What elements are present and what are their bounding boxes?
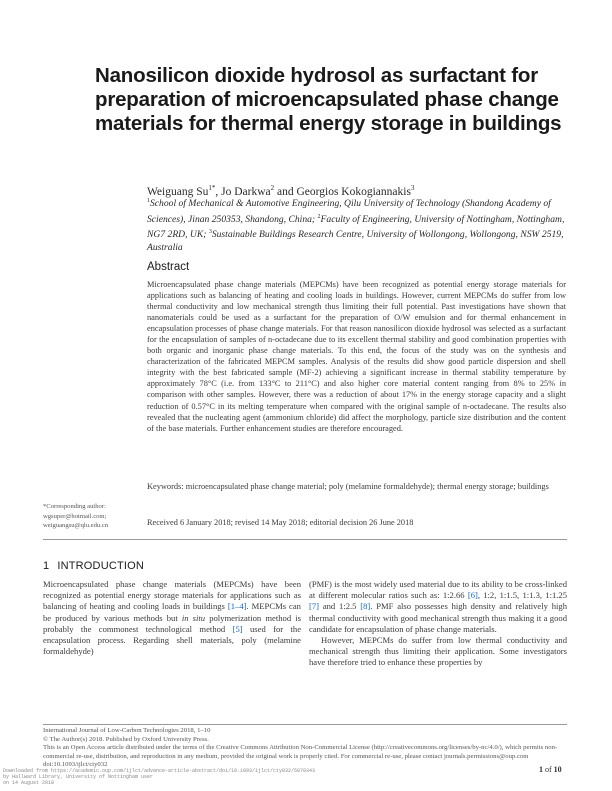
license-text: This is an Open Access article distributed under the terms of the Creative Commons Attribution Non-Commercial License (http://creativecommons.org/licenses/by-nc/4.0/), which permits non-commercial re-use, distribution, and reproduction in any medium, provided the original work is properly cited. For commercial re-use, please contact journals.permissions@oup.com	[43, 744, 558, 760]
journal-citation: International Journal of Low-Carbon Technologies 2018, 1–10	[43, 727, 211, 734]
article-title: Nanosilicon dioxide hydrosol as surfactant for preparation of microencapsulated phase change materials for thermal energy storage in buildings	[95, 64, 562, 135]
paragraph: (PMF) is the most widely used material due to its ability to be cross-linked at different molecular ratios such as: 1:2.66 [6], 1:2, 1:1.5, 1:1.3, 1:1.25 [7] and 1:2.5 [8]. PMF also possesses high density and relatively high thermal conductivity with good mechanical strength thus making it a good candidate for encapsulation of phase change materials.	[309, 579, 568, 634]
received-dates: Received 6 January 2018; revised 14 May 2018; editorial decision 26 June 2018	[147, 518, 414, 527]
total-pages: 10	[553, 765, 562, 774]
section-number: 1	[43, 560, 50, 572]
section-divider	[43, 539, 567, 540]
section-title: INTRODUCTION	[57, 560, 145, 572]
citation-link[interactable]: [7]	[309, 601, 320, 612]
download-watermark: Downloaded from https://academic.oup.com/ijlct/advance-article-abstract/doi/10.1093/ijlct/cty032/5070343 by Hallward Library, University of Nottingham user on 14 August 2018	[3, 768, 316, 786]
corresponding-author	[43, 502, 138, 531]
author-superscript: 3	[410, 184, 415, 192]
paragraph: However, MEPCMs do suffer from low thermal conductivity and mechanical strength thus limiting their application. Some investigators have therefore tried to enhance these properties by	[309, 635, 567, 668]
keywords-label: Keywords:	[147, 482, 184, 491]
body-column-left	[43, 579, 301, 657]
page-number: 1 of 10	[539, 765, 562, 774]
corresponding-email[interactable]: weiguangsu@qlu.edu.cn	[43, 522, 109, 529]
author-name[interactable]: Weiguang Su	[147, 185, 209, 198]
corresponding-label: *Corresponding author:	[43, 503, 106, 510]
body-column-right	[309, 579, 567, 669]
affiliation-text: Faculty of Engineering, University of Nottingham, Nottingham, NG7 2RD, UK;	[147, 213, 565, 241]
affiliation-text: School of Mechanical & Automotive Engineering, Qilu University of Technology (Shandong Academy of Sciences), Jinan 250353, Shandong, China;	[147, 198, 551, 225]
paragraph: Microencapsulated phase change materials (MEPCMs) have been recognized as potential energy storage materials for applications such as balancing of heating and cooling loads in buildings [1–4]. MEPCMs can be produced by various methods but in situ polymerization method is probably the commonest technological method [5] used for the encapsulation process. Regarding shell materials, poly (melamine formaldehyde)	[43, 579, 302, 657]
abstract-text: Microencapsulated phase change materials (MEPCMs) have been recognized as potential energy storage materials for applications such as balancing of heating and cooling loads in buildings. However, current MEPCMs do suffer from low thermal conductivity and low mechanical strength thus limiting their full potential. Past investigations have shown that nanomaterials could be used as a surfactant for the preparation of O/W emulsion and for thermal enhancement in encapsulation processes of phase change materials. For that reason nanosilicon dioxide hydrosol was selected as a surfactant for the encapsulation of samples of n-octadecane due to its excellent thermal stability and good combination properties with both organic and inorganic phase change materials. To this end, the focus of the study was on the synthesis and characterization of the fabricated MEPCM samples. Analysis of the results did show good particle dispersion and shell integrity with the best fabricated sample (MF-2) achieving a significant increase in thermal stability temperature by approximately 78°C (i.e. from 133°C to 211°C) and also higher core material content ranging from 8% to 25% in comparison with other samples. However, there was a reduction of about 17% in the energy storage capacity and a slight reduction of 0.57°C in its melting temperature when compared with the original sample of n-octadecane. The results also revealed that the nucleating agent (ammonium chloride) did affect the morphology, particle size distribution and the content of the base materials. Further enhancement studies are therefore encouraged.	[147, 280, 566, 433]
corresponding-email[interactable]: wgsuper@hotmail.com;	[43, 512, 107, 520]
affiliations: $^1$School of Mechanical & Automotive Engineering, Qilu University of Technology (Shandong Academy of Sciences), Jinan 250353, Shandong, China; $^2$Faculty of Engineering, University of Nottingham, Nottingham, NG7 2RD, UK; $^3$Sustainable Buildings Research Centre, University of Wollongong, Wollongong, NSW 2519, Australia	[147, 198, 565, 253]
section-heading-introduction	[43, 560, 144, 572]
keywords-list: microencapsulated phase change material; poly (melamine formaldehyde); thermal energy storage; buildings	[183, 482, 549, 491]
citation-link[interactable]: [8]	[360, 601, 371, 612]
doi[interactable]: doi:10.1093/ijlct/cty032	[43, 761, 108, 769]
author-name[interactable]: Jo Darkwa	[221, 185, 271, 198]
citation-link[interactable]: [1–4]	[227, 601, 247, 612]
citation-link[interactable]: [5]	[232, 623, 243, 634]
footer	[43, 727, 569, 770]
affiliation-text: Sustainable Buildings Research Centre, University of Wollongong, Wollongong, NSW 2519, Australia	[147, 229, 564, 253]
author-superscript: 2	[270, 184, 275, 192]
current-page: 1	[539, 765, 543, 774]
citation-link[interactable]: [6]	[467, 590, 478, 601]
author-list: Weiguang $Su^{1*}$, Jo Darkwa$^2$ and Georgios Kokogiannakis$^3$	[147, 184, 415, 198]
author-superscript: 1*	[208, 184, 216, 192]
author-name[interactable]: Georgios Kokogiannakis	[296, 185, 411, 198]
keywords	[147, 481, 566, 492]
abstract-heading: Abstract	[147, 261, 190, 273]
copyright: © The Author(s) 2018. Published by Oxford University Press.	[43, 735, 209, 743]
footer-divider	[43, 724, 567, 725]
